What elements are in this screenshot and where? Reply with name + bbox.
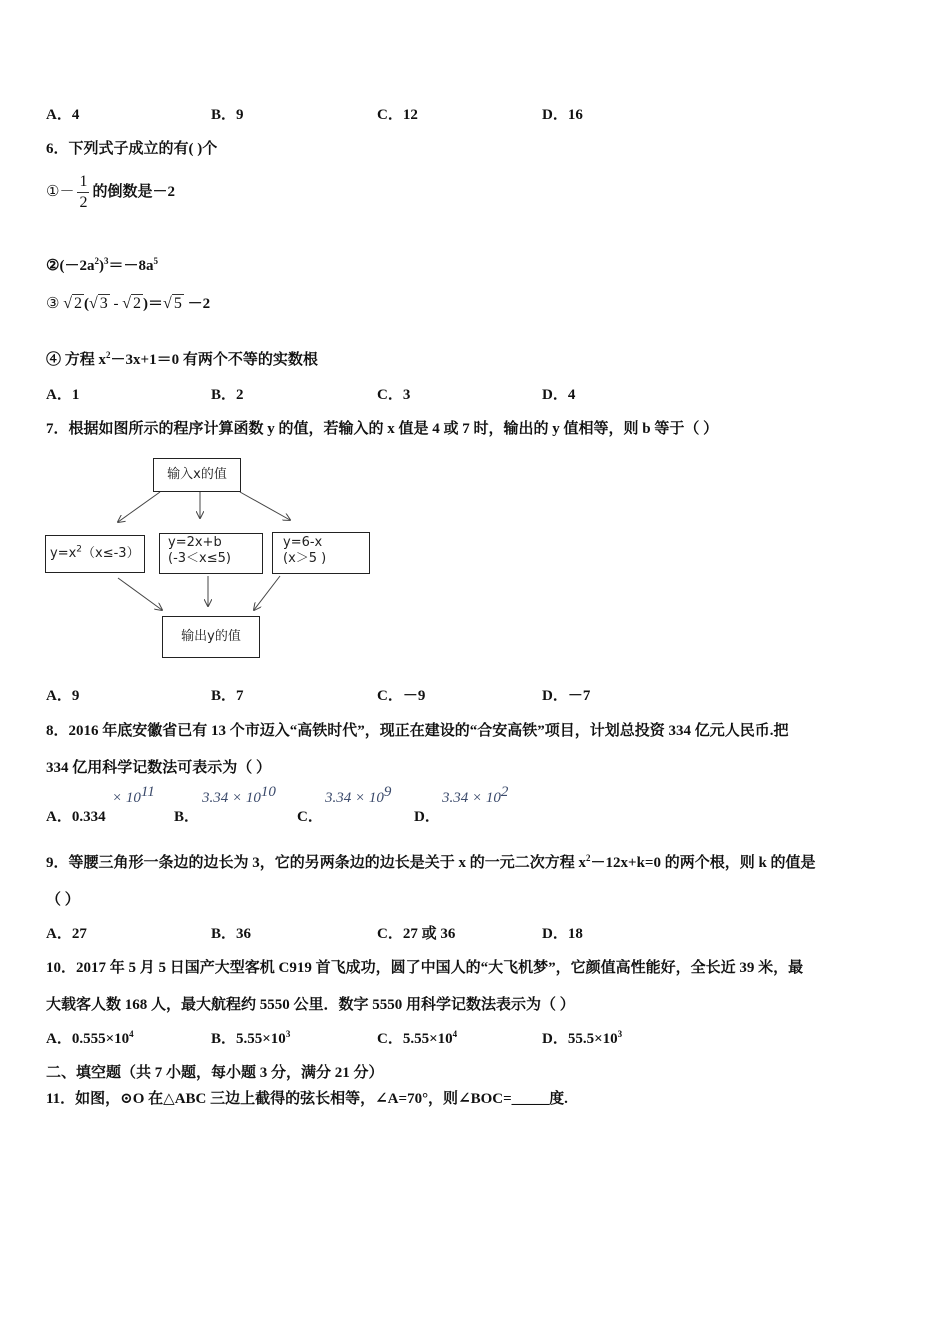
q8-option-b-sci: $3.34 \times 10^{10}$ bbox=[202, 784, 276, 806]
q9-option-b: B．36 bbox=[211, 926, 252, 942]
sqrt-3: √ 3 bbox=[88, 295, 108, 312]
q8-option-b: B． bbox=[174, 809, 200, 825]
sqrt-5: √ 5 bbox=[163, 295, 182, 312]
q11-stem: 11．如图，⊙O 在△ABC 三边上截得的弦长相等，∠A=70°，则∠BOC=_____度. bbox=[46, 1091, 568, 1107]
q10-option-c: C．$5.55\times 10^4$ bbox=[377, 1029, 458, 1047]
section-2-heading: 二、填空题（共 7 小题，每小题 3 分，满分 21 分） bbox=[46, 1065, 384, 1081]
q7-option-c: C．－9 bbox=[377, 688, 426, 704]
q10-line-2: 大载客人数 168 人，最大航程约 5550 公里．数字 5550 用科学记数法表示为（ ） bbox=[46, 997, 575, 1013]
q8-option-d: D． bbox=[414, 809, 440, 825]
flow-input-box: 输入x的值 bbox=[153, 458, 241, 492]
q6-option-c: C．3 bbox=[377, 387, 411, 403]
q6-item-3: ③ √ 2 (√ 3 - √ 2 )＝√ 5 －2 bbox=[46, 295, 211, 312]
q7-option-d: D．－7 bbox=[542, 688, 591, 704]
q6-item-1: ①－ $\frac{1}{2}$ 的倒数是－2 bbox=[46, 173, 175, 211]
q8-option-c: C． bbox=[297, 809, 323, 825]
fraction-one-half: $\frac{1}{2}$ bbox=[79, 173, 88, 211]
q7-stem: 7．根据如图所示的程序计算函数 y 的值，若输入的 x 值是 4 或 7 时，输出的 y 值相等，则 b 等于（ ） bbox=[46, 421, 719, 437]
q8-option-d-sci: $3.34 \times 10^2$ bbox=[442, 784, 509, 806]
q6-option-b: B．2 bbox=[211, 387, 244, 403]
q8-line-1: 8．2016 年底安徽省已有 13 个市迈入“高铁时代”，现正在建设的“合安高铁”项目，计划总投资 334 亿元人民币.把 bbox=[46, 723, 789, 739]
q8-option-a: A．0.334 bbox=[46, 809, 106, 825]
q8-line-2: 334 亿用科学记数法可表示为（ ） bbox=[46, 760, 272, 776]
q5-option-c: C．12 bbox=[377, 107, 418, 123]
q6-option-a: A．1 bbox=[46, 387, 80, 403]
q8-option-a-sci: × $10^{11}$ bbox=[112, 784, 155, 806]
q6-item-2: $②(-2a^2)^3=-8a^5$ bbox=[46, 256, 158, 274]
q5-option-d: D．16 bbox=[542, 107, 583, 123]
q10-option-b: B．$5.55\times 10^3$ bbox=[211, 1029, 291, 1047]
q9-option-a: A．27 bbox=[46, 926, 87, 942]
q6-option-d: D．4 bbox=[542, 387, 576, 403]
q10-option-a: A．$0.555\times 10^4$ bbox=[46, 1029, 134, 1047]
flow-mid-box: y=2x+b (-3＜x≤5) bbox=[159, 533, 263, 574]
q6-item-4: ④ 方程 $x^2-3x+1=0$ 有两个不等的实数根 bbox=[46, 350, 318, 368]
q7-option-b: B．7 bbox=[211, 688, 244, 704]
q9-option-d: D．18 bbox=[542, 926, 583, 942]
q9-option-c: C．27 或 36 bbox=[377, 926, 456, 942]
q5-option-a: A．4 bbox=[46, 107, 80, 123]
q6-stem: 6．下列式子成立的有( )个 bbox=[46, 141, 218, 157]
q10-line-1: 10．2017 年 5 月 5 日国产大型客机 C919 首飞成功，圆了中国人的“大飞机梦”，它颜值高性能好，全长近 39 米，最 bbox=[46, 960, 804, 976]
q8-option-c-sci: $3.34 \times 10^9$ bbox=[325, 784, 392, 806]
flow-right-box: y=6-x (x＞5 ) bbox=[272, 532, 370, 574]
q5-option-b: B．9 bbox=[211, 107, 244, 123]
sqrt-2b: √ 2 bbox=[122, 295, 142, 312]
flow-left-box: $y=x^2(x\le-3)$ bbox=[45, 535, 145, 573]
q10-option-d: D．$55.5\times 10^3$ bbox=[542, 1029, 623, 1047]
flow-output-box: 输出y的值 bbox=[162, 616, 260, 658]
q7-option-a: A．9 bbox=[46, 688, 80, 704]
sqrt-2: √ 2 bbox=[63, 295, 82, 312]
q9-line-2: （ ） bbox=[46, 892, 80, 908]
q9-line-1: 9．等腰三角形一条边的边长为 3，它的另两条边的边长是关于 x 的一元二次方程 $x^2-12x+k=0$ 的两个根，则 k 的值是 bbox=[46, 853, 816, 871]
